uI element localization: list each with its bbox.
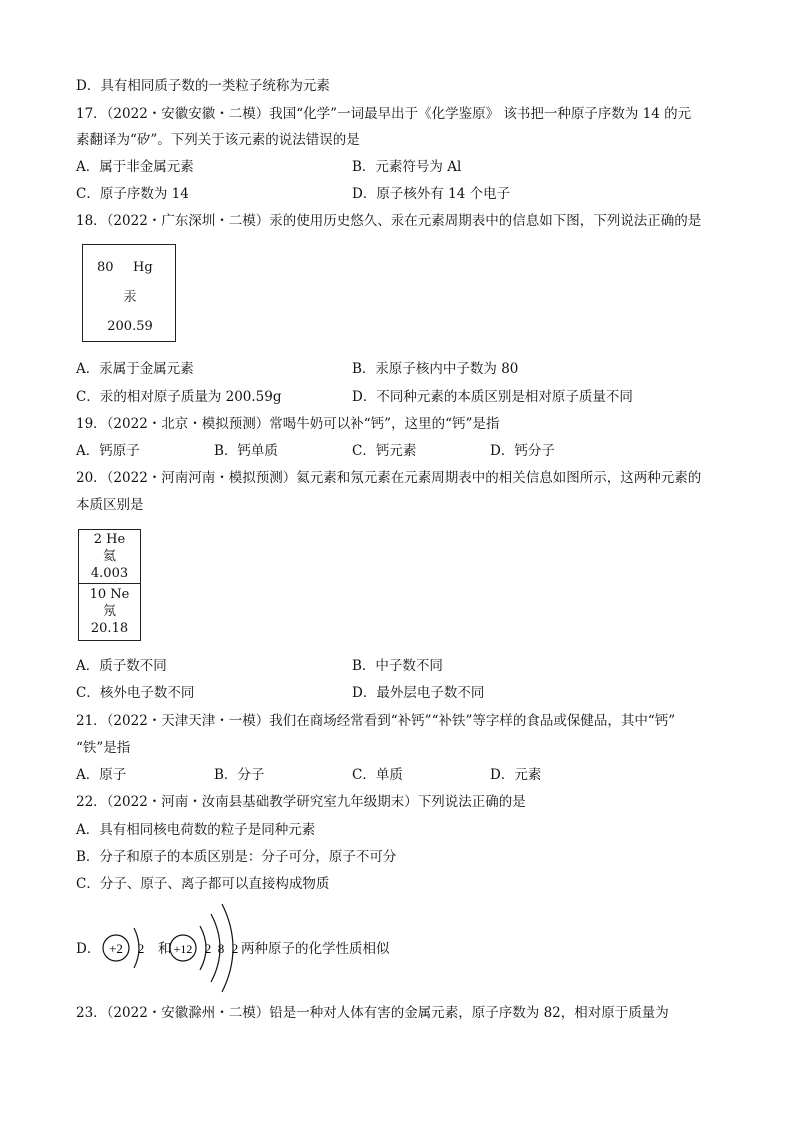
- helium-nucleus-charge: +2: [109, 941, 123, 956]
- q21-option-a: A．原子: [76, 767, 127, 783]
- magnesium-shell-1-electrons: 2: [204, 941, 212, 956]
- q20-option-b: B．中子数不同: [352, 658, 443, 674]
- magnesium-shell-2-electrons: 8: [217, 941, 225, 956]
- q20-option-d: D．最外层电子数不同: [352, 685, 485, 701]
- helium-name: 氦: [102, 549, 116, 564]
- q16-option-d: D．具有相同质子数的一类粒子统称为元素: [76, 78, 330, 94]
- q19-option-a: A．钙原子: [76, 443, 140, 459]
- q21-stem-line1: 21．（2022・天津天津・一模）我们在商场经常看到“补钙”“补铁”等字样的食品或保健品，其中“钙”: [76, 713, 676, 729]
- q21-option-c: C．单质: [352, 767, 403, 783]
- q17-stem-line2: 素翻译为“矽”。下列关于该元素的说法错误的是: [76, 132, 360, 148]
- magnesium-shell-3-electrons: 2: [231, 941, 239, 956]
- q19-stem: 19．（2022・北京・模拟预测）常喝牛奶可以补“钙”，这里的“钙”是指: [76, 416, 500, 432]
- magnesium-nucleus-charge: +12: [173, 942, 193, 956]
- q18-stem: 18．（2022・广东深圳・二模）汞的使用历史悠久、汞在元素周期表中的信息如下图，下列说法正确的是: [76, 213, 702, 229]
- q22-option-d-prefix: D．: [76, 941, 101, 957]
- mercury-atomic-mass: 200.59: [107, 319, 153, 334]
- connector-and: 和: [158, 941, 172, 956]
- q19-option-d: D．钙分子: [490, 443, 555, 459]
- q21-stem-line2: “铁”是指: [76, 740, 131, 756]
- q22-option-b: B．分子和原子的本质区别是：分子可分，原子不可分: [76, 849, 397, 865]
- neon-name: 氖: [102, 604, 116, 619]
- he-ne-element-cards: [78, 529, 141, 641]
- q23-stem: 23．（2022・安徽滁州・二模）铅是一种对人体有害的金属元素，原子序数为 82，相对原于质量为: [76, 1005, 669, 1021]
- q21-option-d: D．元素: [490, 767, 542, 783]
- q18-option-d: D．不同种元素的本质区别是相对原子质量不同: [352, 389, 633, 405]
- q22-option-a: A．具有相同核电荷数的粒子是同种元素: [76, 822, 316, 838]
- q18-option-a: A．汞属于金属元素: [76, 361, 194, 377]
- q22-stem: 22．（2022・河南・汝南县基础教学研究室九年级期末）下列说法正确的是: [76, 794, 526, 810]
- mercury-symbol: Hg: [133, 260, 153, 275]
- q20-stem-line2: 本质区别是: [76, 497, 144, 513]
- q19-option-c: C．钙元素: [352, 443, 417, 459]
- q21-option-b: B．分子: [214, 767, 265, 783]
- q17-option-c: C．原子序数为 14: [76, 186, 189, 202]
- q17-stem-line1: 17．（2022・安徽安徽・二模）我国“化学”一词最早出于《化学鉴原》 该书把一种原子序数为 14 的元: [76, 106, 692, 122]
- mercury-name: 汞: [123, 290, 137, 305]
- card-divider: [79, 583, 140, 584]
- q22-option-d-text: 两种原子的化学性质相似: [241, 941, 390, 957]
- mercury-atomic-number: 80: [97, 260, 114, 275]
- q17-option-d: D．原子核外有 14 个电子: [352, 186, 511, 202]
- q18-option-c: C．汞的相对原子质量为 200.59g: [76, 389, 282, 405]
- q20-option-a: A．质子数不同: [76, 658, 167, 674]
- helium-atomic-mass: 4.003: [90, 566, 129, 581]
- q17-option-b: B．元素符号为 Al: [352, 159, 462, 175]
- magnesium-atom-diagram: [170, 904, 238, 992]
- q20-option-c: C．核外电子数不同: [76, 685, 195, 701]
- helium-shell-1-electrons: 2: [137, 941, 145, 956]
- q20-stem-line1: 20．（2022・河南河南・模拟预测）氦元素和氖元素在元素周期表中的相关信息如图所示，这两种元素的: [76, 470, 702, 486]
- helium-atom-diagram: [103, 928, 144, 968]
- q17-option-a: A．属于非金属元素: [76, 159, 194, 175]
- neon-number-symbol: 10 Ne: [89, 587, 130, 602]
- q22-option-c: C．分子、原子、离子都可以直接构成物质: [76, 876, 330, 892]
- q18-option-b: B．汞原子核内中子数为 80: [352, 361, 519, 377]
- q19-option-b: B．钙单质: [214, 443, 278, 459]
- helium-number-symbol: 2 He: [93, 532, 126, 547]
- mercury-element-card: [82, 244, 176, 342]
- neon-atomic-mass: 20.18: [90, 621, 129, 636]
